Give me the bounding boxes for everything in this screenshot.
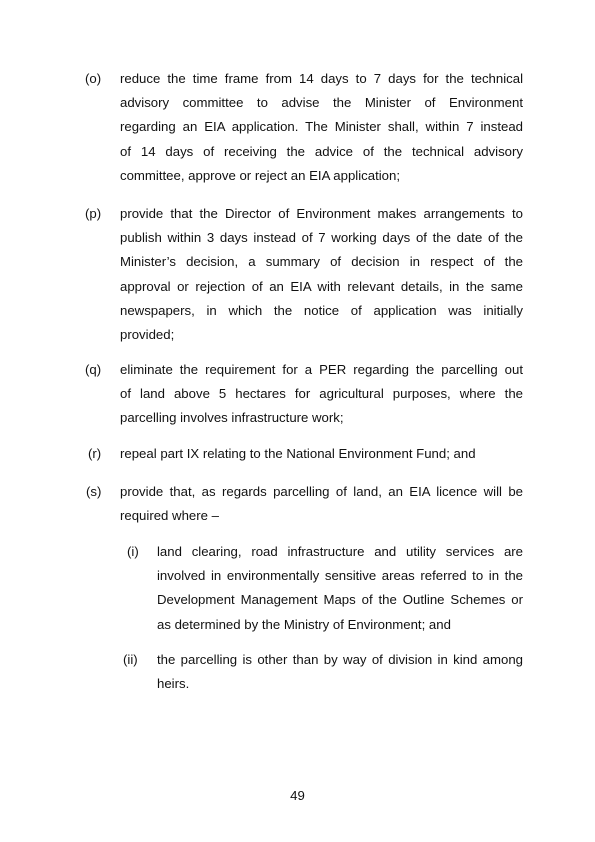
text-line: provided; [120, 327, 175, 343]
clause-label: (s) [86, 484, 102, 499]
text-line: committee, approve or reject an EIA application; [120, 167, 401, 183]
text-line: eliminate the requirement for a PER regarding the parcelling out [120, 362, 523, 377]
text-line: Minister’s decision, a summary of decision in respect of the [120, 254, 523, 270]
text-line: as determined by the Ministry of Environment; and [157, 616, 451, 632]
clause-text [120, 358, 523, 431]
text-line: of land above 5 hectares for agricultural purposes, where the [120, 386, 523, 402]
text-line: repeal part IX relating to the National Environment Fund; and [120, 446, 476, 461]
subclause-label: (ii) [123, 652, 138, 667]
subclause-text [157, 648, 523, 696]
clause-text [120, 442, 523, 466]
subclause-text [157, 540, 523, 637]
text-line: provide that, as regards parcelling of land, an EIA licence will be [120, 484, 523, 499]
text-line: advisory committee to advise the Minister of Environment [120, 95, 523, 111]
text-line: approval or rejection of an EIA with relevant details, in the same [120, 278, 523, 294]
text-line: required where – [120, 508, 219, 524]
clause-text [120, 67, 523, 188]
text-line: heirs. [157, 676, 190, 692]
text-line: regarding an EIA application. The Minister shall, within 7 instead [120, 119, 523, 135]
clause-label: (q) [85, 362, 102, 377]
clause-text [120, 480, 523, 528]
clause-label: (o) [85, 71, 102, 86]
text-line: of 14 days of receiving the advice of the technical advisory [120, 143, 523, 159]
text-line: provide that the Director of Environment makes arrangements to [120, 206, 523, 221]
subclause-label: (i) [127, 544, 139, 559]
page-number: 49 [290, 788, 305, 803]
text-line: land clearing, road infrastructure and utility services are [157, 544, 523, 559]
text-line: parcelling involves infrastructure work; [120, 410, 344, 426]
text-line: newspapers, in which the notice of application was initially [120, 302, 523, 318]
text-line: reduce the time frame from 14 days to 7 days for the technical [120, 71, 523, 86]
text-line: the parcelling is other than by way of division in kind among [157, 652, 523, 667]
clause-label: (r) [88, 446, 102, 461]
text-line: Development Management Maps of the Outline Schemes or [157, 592, 523, 608]
clause-label: (p) [85, 206, 102, 221]
clause-text [120, 202, 523, 347]
text-line: involved in environmentally sensitive areas referred to in the [157, 568, 523, 584]
text-line: publish within 3 days instead of 7 working days of the date of the [120, 230, 523, 246]
